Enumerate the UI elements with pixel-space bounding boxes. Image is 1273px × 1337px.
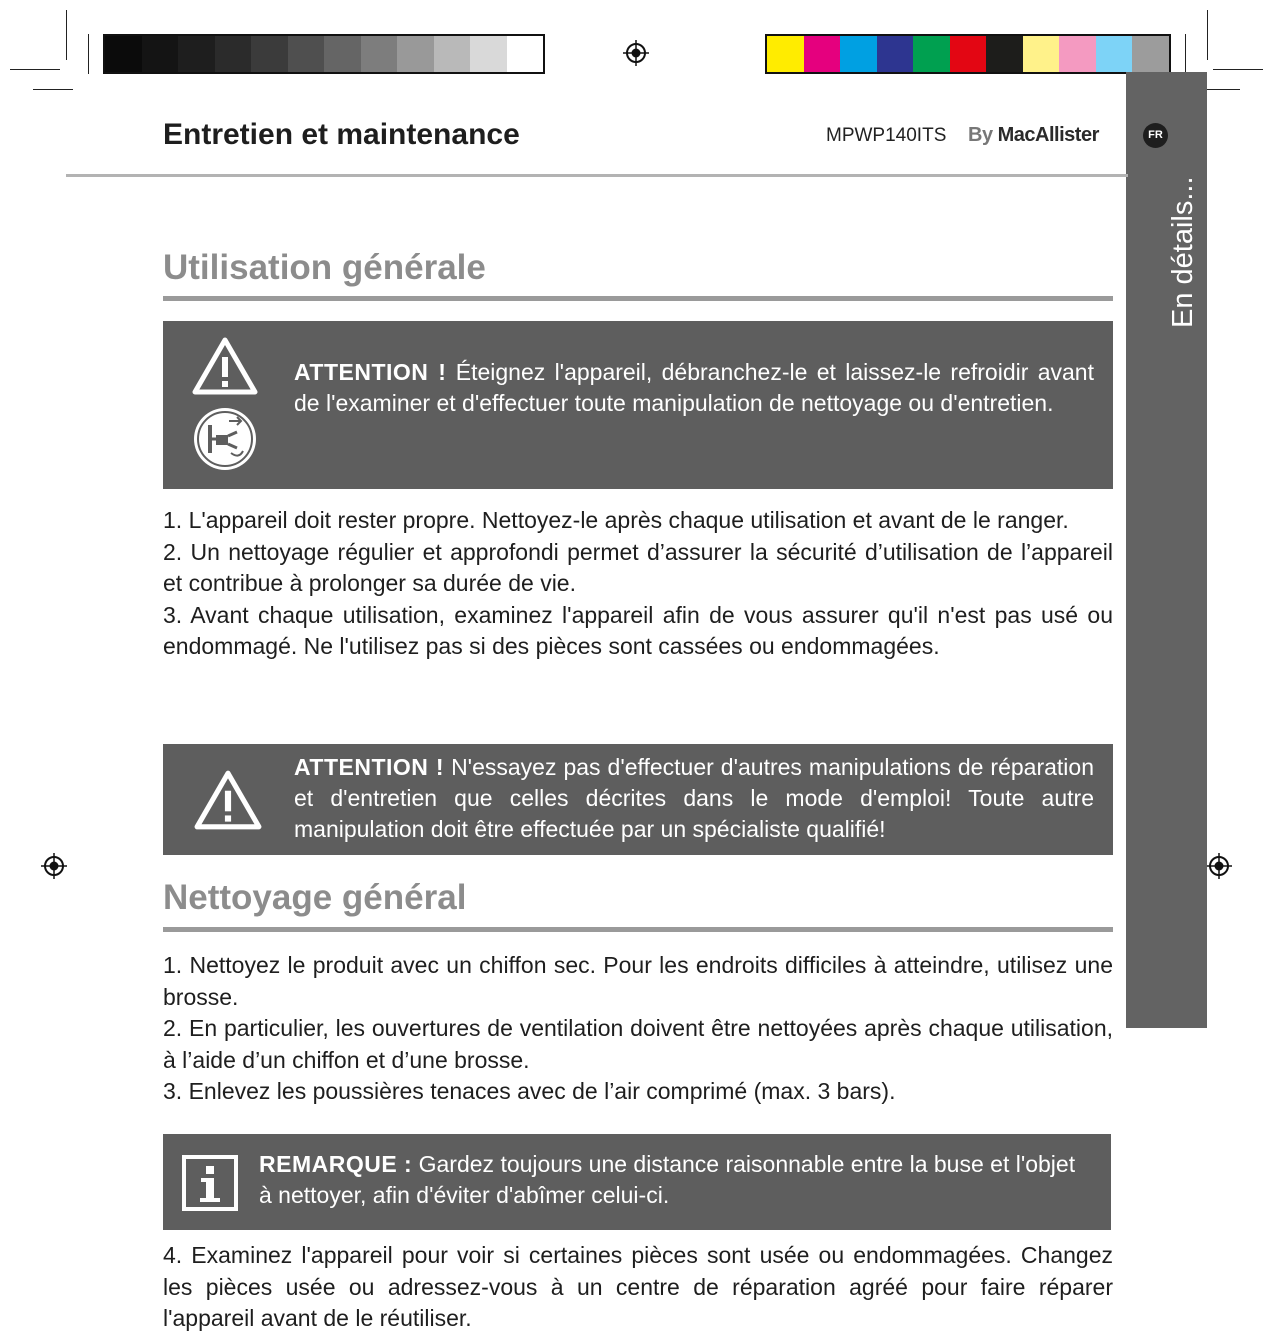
color-swatch (913, 36, 950, 72)
list-item: 4. Examinez l'appareil pour voir si certaines pièces sont usée ou endommagées. Changez les pièces usée ou adressez-vous à un centre de réparation agréé pour faire réparer l'appareil avant de le réutiliser. (163, 1242, 1113, 1331)
color-swatch (105, 36, 142, 72)
color-swatch (215, 36, 252, 72)
crop-mark (66, 10, 67, 60)
color-calibration-bar (765, 34, 1171, 74)
color-swatch (1132, 36, 1169, 72)
list-item: 3. Enlevez les poussières tenaces avec de l’air comprimé (max. 3 bars). (163, 1078, 896, 1104)
list-item: 3. Avant chaque utilisation, examinez l'appareil afin de vous assurer qu'il n'est pas usé ou endommagé. Ne l'utilisez pas si des pièces sont cassées ou endommagées. (163, 601, 1113, 659)
warning-box (163, 321, 1113, 489)
general-use-list (163, 505, 1113, 663)
warning-box (163, 744, 1113, 855)
color-swatch (986, 36, 1023, 72)
color-swatch (840, 36, 877, 72)
note-label: REMARQUE : (259, 1151, 413, 1177)
cleaning-list (163, 950, 1113, 1108)
crop-mark (1185, 34, 1186, 74)
note-box (163, 1134, 1111, 1230)
brand-name: MacAllister (997, 124, 1099, 146)
list-item: 1. L'appareil doit rester propre. Nettoyez-le après chaque utilisation et avant de le ranger. (163, 507, 1069, 533)
color-swatch (142, 36, 179, 72)
warning-label: ATTENTION ! (294, 359, 447, 385)
color-swatch (804, 36, 841, 72)
warning-label: ATTENTION ! (294, 754, 445, 780)
note-message: Gardez toujours une distance raisonnable entre la buse et l'objet à nettoyer, afin d'éviter d'abîmer celui-ci. (259, 1151, 1076, 1208)
header-divider (66, 174, 1128, 177)
registration-mark-icon (1206, 853, 1232, 879)
color-swatch (470, 36, 507, 72)
color-swatch (1096, 36, 1133, 72)
section-divider (163, 296, 1113, 301)
color-swatch (1059, 36, 1096, 72)
model-number: MPWP140ITS (826, 125, 947, 146)
warning-triangle-icon (193, 768, 263, 832)
crop-mark (10, 69, 60, 70)
color-swatch (178, 36, 215, 72)
color-swatch (434, 36, 471, 72)
grayscale-calibration-bar (103, 34, 545, 74)
unplug-icon (191, 405, 259, 473)
section-divider (163, 927, 1113, 932)
color-swatch (361, 36, 398, 72)
list-item: 1. Nettoyez le produit avec un chiffon sec. Pour les endroits difficiles à atteindre, utilisez une brosse. (163, 952, 1113, 1010)
warning-text (294, 357, 1094, 419)
info-icon (181, 1154, 239, 1212)
warning-message: N'essayez pas d'effectuer d'autres manipulations de réparation et d'entretien que celles décrites dans le mode d'emploi! Toute autre manipulation doit être effectuée par un spécialiste qualifié! (294, 754, 1094, 842)
color-swatch (397, 36, 434, 72)
inspection-paragraph (163, 1240, 1113, 1335)
page-title: Entretien et maintenance (163, 118, 520, 151)
section-title-general-use: Utilisation générale (163, 248, 486, 287)
registration-mark-icon (41, 853, 67, 879)
warning-message: Éteignez l'appareil, débranchez-le et laissez-le refroidir avant de l'examiner et d'effectuer toute manipulation de nettoyage ou d'entretien. (294, 359, 1094, 416)
crop-mark (1207, 10, 1208, 60)
side-tab-label: En détails... (1167, 176, 1199, 328)
list-item: 2. En particulier, les ouvertures de ventilation doivent être nettoyées après chaque utilisation, à l’aide d’un chiffon et d’une brosse. (163, 1015, 1113, 1073)
section-title-general-cleaning: Nettoyage général (163, 878, 467, 917)
color-swatch (251, 36, 288, 72)
color-swatch (507, 36, 544, 72)
warning-text (294, 752, 1094, 845)
note-text (259, 1149, 1089, 1211)
color-swatch (950, 36, 987, 72)
color-swatch (1023, 36, 1060, 72)
brand-by: By (968, 124, 993, 146)
color-swatch (288, 36, 325, 72)
color-swatch (877, 36, 914, 72)
registration-mark-icon (623, 40, 649, 66)
crop-mark (33, 89, 73, 90)
brand-logo (968, 124, 1099, 147)
crop-mark (88, 34, 89, 74)
crop-mark (1213, 69, 1263, 70)
color-swatch (767, 36, 804, 72)
warning-triangle-icon (191, 335, 259, 397)
color-swatch (324, 36, 361, 72)
language-badge: FR (1143, 123, 1168, 148)
list-item: 2. Un nettoyage régulier et approfondi permet d’assurer la sécurité d’utilisation de l’appareil et contribue à prolonger sa durée de vie. (163, 538, 1113, 596)
